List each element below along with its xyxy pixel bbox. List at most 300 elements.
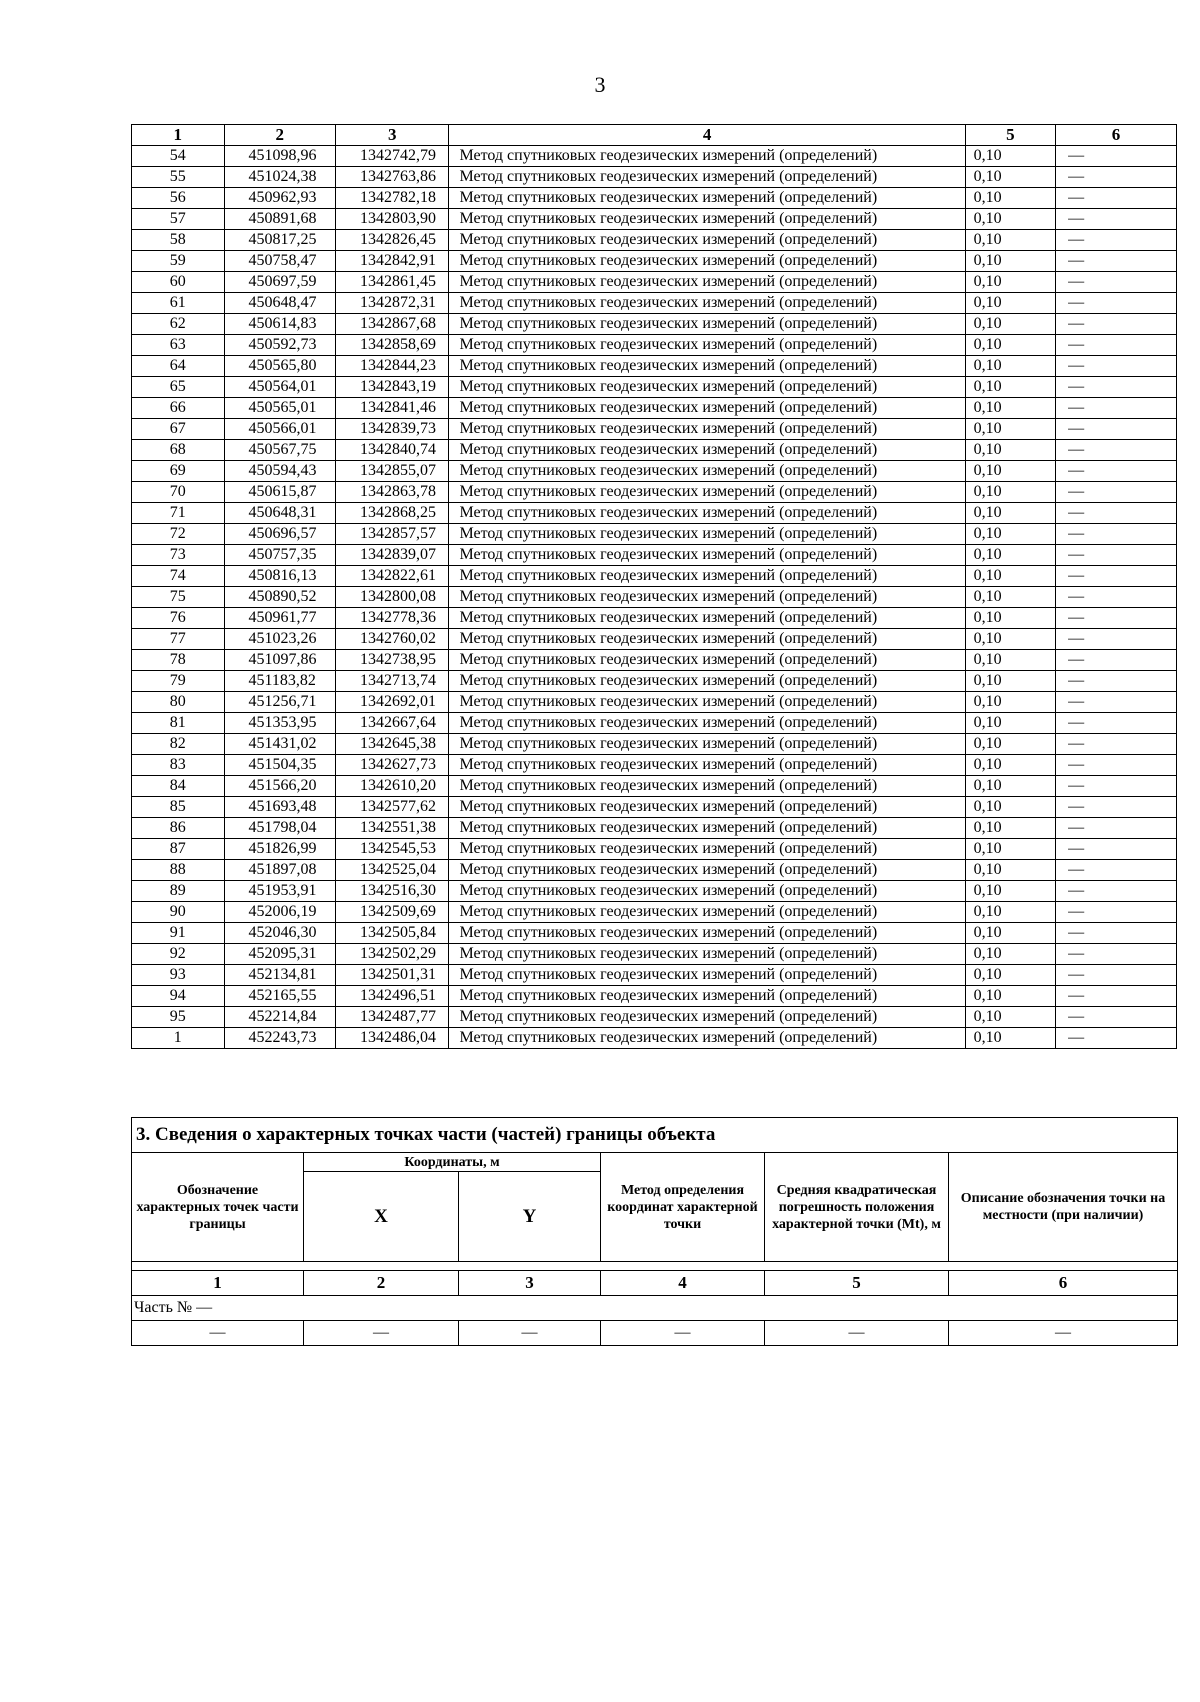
point-number: 60 (132, 272, 225, 293)
x-coordinate: 451256,71 (224, 692, 335, 713)
method-cell: Метод спутниковых геодезических измерений (определений) (449, 965, 965, 986)
x-coordinate: 451826,99 (224, 839, 335, 860)
empty-cell: — (949, 1321, 1178, 1346)
point-number: 77 (132, 629, 225, 650)
description-cell: — (1056, 986, 1177, 1007)
coordinates-header: Координаты, м (304, 1153, 601, 1172)
error-value: 0,10 (965, 188, 1055, 209)
description-cell: — (1056, 314, 1177, 335)
point-number: 85 (132, 797, 225, 818)
point-number: 92 (132, 944, 225, 965)
method-cell: Метод спутниковых геодезических измерений (определений) (449, 335, 965, 356)
error-value: 0,10 (965, 167, 1055, 188)
column-header: 6 (1056, 125, 1177, 146)
error-value: 0,10 (965, 902, 1055, 923)
description-cell: — (1056, 734, 1177, 755)
point-number: 84 (132, 776, 225, 797)
part-boundary-table (131, 1117, 1178, 1346)
description-cell: — (1056, 881, 1177, 902)
x-coordinate: 451953,91 (224, 881, 335, 902)
table-row (132, 545, 1177, 566)
table-row (132, 839, 1177, 860)
description-cell: — (1056, 188, 1177, 209)
y-coordinate: 1342822,61 (335, 566, 449, 587)
y-coordinate: 1342610,20 (335, 776, 449, 797)
point-number: 67 (132, 419, 225, 440)
table-row (132, 398, 1177, 419)
column-header: 5 (965, 125, 1055, 146)
method-cell: Метод спутниковых геодезических измерений (определений) (449, 818, 965, 839)
description-cell: — (1056, 944, 1177, 965)
x-coordinate: 450891,68 (224, 209, 335, 230)
error-value: 0,10 (965, 923, 1055, 944)
table-row (132, 230, 1177, 251)
point-number: 74 (132, 566, 225, 587)
method-cell: Метод спутниковых геодезических измерений (определений) (449, 503, 965, 524)
y-coordinate: 1342525,04 (335, 860, 449, 881)
empty-cell: — (304, 1321, 459, 1346)
point-number: 86 (132, 818, 225, 839)
table-row (132, 272, 1177, 293)
description-cell: — (1056, 671, 1177, 692)
empty-cell: — (132, 1321, 304, 1346)
x-coordinate: 452046,30 (224, 923, 335, 944)
description-cell: — (1056, 1028, 1177, 1049)
method-cell: Метод спутниковых геодезических измерений (определений) (449, 146, 965, 167)
x-coordinate: 450648,47 (224, 293, 335, 314)
y-coordinate: 1342545,53 (335, 839, 449, 860)
y-coordinate: 1342487,77 (335, 1007, 449, 1028)
point-number: 80 (132, 692, 225, 713)
description-cell: — (1056, 776, 1177, 797)
table-row (132, 188, 1177, 209)
table-row (132, 629, 1177, 650)
method-cell: Метод спутниковых геодезических измерений (определений) (449, 650, 965, 671)
error-value: 0,10 (965, 587, 1055, 608)
error-value: 0,10 (965, 986, 1055, 1007)
method-cell: Метод спутниковых геодезических измерений (определений) (449, 293, 965, 314)
y-coordinate: 1342778,36 (335, 608, 449, 629)
error-value: 0,10 (965, 734, 1055, 755)
table-row (132, 734, 1177, 755)
description-cell: — (1056, 965, 1177, 986)
point-number: 54 (132, 146, 225, 167)
point-number: 93 (132, 965, 225, 986)
y-coordinate: 1342763,86 (335, 167, 449, 188)
x-coordinate: 450614,83 (224, 314, 335, 335)
x-coordinate: 452006,19 (224, 902, 335, 923)
point-number: 65 (132, 377, 225, 398)
error-value: 0,10 (965, 503, 1055, 524)
point-designation-header: Обозначение характерных точек части границы (132, 1153, 304, 1262)
page-number: 3 (594, 72, 606, 97)
y-coordinate: 1342840,74 (335, 440, 449, 461)
method-cell: Метод спутниковых геодезических измерений (определений) (449, 755, 965, 776)
part-label: Часть № — (132, 1296, 1178, 1321)
y-coordinate: 1342844,23 (335, 356, 449, 377)
table-row (132, 587, 1177, 608)
error-value: 0,10 (965, 314, 1055, 335)
error-value: 0,10 (965, 818, 1055, 839)
point-number: 83 (132, 755, 225, 776)
x-coordinate: 450565,80 (224, 356, 335, 377)
method-cell: Метод спутниковых геодезических измерений (определений) (449, 1007, 965, 1028)
error-value: 0,10 (965, 566, 1055, 587)
coordinates-table-header (132, 125, 1177, 146)
description-cell: — (1056, 251, 1177, 272)
error-header: Средняя квадратическая погрешность положения характерной точки (Mt), м (765, 1153, 949, 1262)
method-cell: Метод спутниковых геодезических измерений (определений) (449, 272, 965, 293)
x-coordinate: 452214,84 (224, 1007, 335, 1028)
table-row (132, 566, 1177, 587)
error-value: 0,10 (965, 944, 1055, 965)
point-number: 68 (132, 440, 225, 461)
description-cell: — (1056, 146, 1177, 167)
table-row (132, 776, 1177, 797)
method-cell: Метод спутниковых геодезических измерений (определений) (449, 944, 965, 965)
point-number: 70 (132, 482, 225, 503)
point-number: 58 (132, 230, 225, 251)
x-coordinate: 450816,13 (224, 566, 335, 587)
error-value: 0,10 (965, 146, 1055, 167)
table-row (132, 902, 1177, 923)
table-row (132, 335, 1177, 356)
error-value: 0,10 (965, 461, 1055, 482)
x-coordinate: 450697,59 (224, 272, 335, 293)
error-value: 0,10 (965, 839, 1055, 860)
x-coordinate: 450566,01 (224, 419, 335, 440)
x-coordinate: 450648,31 (224, 503, 335, 524)
description-cell: — (1056, 1007, 1177, 1028)
table-row (132, 986, 1177, 1007)
point-number: 55 (132, 167, 225, 188)
error-value: 0,10 (965, 881, 1055, 902)
y-coordinate: 1342667,64 (335, 713, 449, 734)
y-coordinate: 1342842,91 (335, 251, 449, 272)
y-coordinate: 1342742,79 (335, 146, 449, 167)
description-cell: — (1056, 566, 1177, 587)
table-row (132, 755, 1177, 776)
x-coordinate: 451566,20 (224, 776, 335, 797)
y-coordinate: 1342551,38 (335, 818, 449, 839)
table-row (132, 524, 1177, 545)
method-cell: Метод спутниковых геодезических измерений (определений) (449, 986, 965, 1007)
y-coordinate: 1342486,04 (335, 1028, 449, 1049)
description-header: Описание обозначения точки на местности (при наличии) (949, 1153, 1178, 1262)
x-coordinate: 452165,55 (224, 986, 335, 1007)
x-coordinate: 451897,08 (224, 860, 335, 881)
description-cell: — (1056, 503, 1177, 524)
y-coordinate: 1342843,19 (335, 377, 449, 398)
description-cell: — (1056, 272, 1177, 293)
y-coordinate: 1342509,69 (335, 902, 449, 923)
x-coordinate: 450696,57 (224, 524, 335, 545)
y-coordinate: 1342800,08 (335, 587, 449, 608)
description-cell: — (1056, 587, 1177, 608)
table-row (132, 440, 1177, 461)
error-value: 0,10 (965, 524, 1055, 545)
description-cell: — (1056, 902, 1177, 923)
method-cell: Метод спутниковых геодезических измерений (определений) (449, 440, 965, 461)
error-value: 0,10 (965, 251, 1055, 272)
error-value: 0,10 (965, 440, 1055, 461)
x-header: X (304, 1172, 459, 1262)
y-coordinate: 1342692,01 (335, 692, 449, 713)
method-cell: Метод спутниковых геодезических измерений (определений) (449, 482, 965, 503)
x-coordinate: 451023,26 (224, 629, 335, 650)
description-cell: — (1056, 377, 1177, 398)
method-cell: Метод спутниковых геодезических измерений (определений) (449, 713, 965, 734)
description-cell: — (1056, 524, 1177, 545)
x-coordinate: 450564,01 (224, 377, 335, 398)
method-cell: Метод спутниковых геодезических измерений (определений) (449, 545, 965, 566)
method-cell: Метод спутниковых геодезических измерений (определений) (449, 776, 965, 797)
x-coordinate: 450592,73 (224, 335, 335, 356)
y-coordinate: 1342861,45 (335, 272, 449, 293)
point-number: 91 (132, 923, 225, 944)
point-number: 61 (132, 293, 225, 314)
table-row (132, 251, 1177, 272)
y-coordinate: 1342803,90 (335, 209, 449, 230)
description-cell: — (1056, 356, 1177, 377)
point-number: 76 (132, 608, 225, 629)
error-value: 0,10 (965, 692, 1055, 713)
description-cell: — (1056, 839, 1177, 860)
x-coordinate: 450758,47 (224, 251, 335, 272)
coordinates-table (131, 124, 1177, 1049)
y-coordinate: 1342502,29 (335, 944, 449, 965)
table-row (132, 419, 1177, 440)
x-coordinate: 450890,52 (224, 587, 335, 608)
point-number: 95 (132, 1007, 225, 1028)
table-row (132, 1028, 1177, 1049)
error-value: 0,10 (965, 335, 1055, 356)
x-coordinate: 451024,38 (224, 167, 335, 188)
column-header: 2 (224, 125, 335, 146)
y-coordinate: 1342872,31 (335, 293, 449, 314)
point-number: 72 (132, 524, 225, 545)
error-value: 0,10 (965, 629, 1055, 650)
error-value: 0,10 (965, 797, 1055, 818)
error-value: 0,10 (965, 482, 1055, 503)
error-value: 0,10 (965, 776, 1055, 797)
error-value: 0,10 (965, 545, 1055, 566)
description-cell: — (1056, 461, 1177, 482)
error-value: 0,10 (965, 860, 1055, 881)
x-coordinate: 452243,73 (224, 1028, 335, 1049)
method-cell: Метод спутниковых геодезических измерений (определений) (449, 902, 965, 923)
table-row (132, 167, 1177, 188)
method-cell: Метод спутниковых геодезических измерений (определений) (449, 692, 965, 713)
method-cell: Метод спутниковых геодезических измерений (определений) (449, 461, 965, 482)
description-cell: — (1056, 692, 1177, 713)
point-number: 73 (132, 545, 225, 566)
point-number: 89 (132, 881, 225, 902)
description-cell: — (1056, 797, 1177, 818)
table-row (132, 713, 1177, 734)
method-cell: Метод спутниковых геодезических измерений (определений) (449, 398, 965, 419)
method-cell: Метод спутниковых геодезических измерений (определений) (449, 356, 965, 377)
error-value: 0,10 (965, 356, 1055, 377)
column-header: 3 (335, 125, 449, 146)
point-number: 69 (132, 461, 225, 482)
description-cell: — (1056, 650, 1177, 671)
point-number: 81 (132, 713, 225, 734)
table-row (132, 293, 1177, 314)
x-coordinate: 451693,48 (224, 797, 335, 818)
column-number: 1 (132, 1271, 304, 1296)
y-coordinate: 1342645,38 (335, 734, 449, 755)
table-row (132, 461, 1177, 482)
y-coordinate: 1342839,07 (335, 545, 449, 566)
x-coordinate: 450961,77 (224, 608, 335, 629)
y-coordinate: 1342713,74 (335, 671, 449, 692)
point-number: 75 (132, 587, 225, 608)
error-value: 0,10 (965, 671, 1055, 692)
description-cell: — (1056, 167, 1177, 188)
method-cell: Метод спутниковых геодезических измерений (определений) (449, 230, 965, 251)
x-coordinate: 452134,81 (224, 965, 335, 986)
description-cell: — (1056, 335, 1177, 356)
point-number: 88 (132, 860, 225, 881)
column-number: 3 (459, 1271, 601, 1296)
method-cell: Метод спутниковых геодезических измерений (определений) (449, 314, 965, 335)
point-number: 57 (132, 209, 225, 230)
description-cell: — (1056, 230, 1177, 251)
description-cell: — (1056, 755, 1177, 776)
method-cell: Метод спутниковых геодезических измерений (определений) (449, 587, 965, 608)
y-coordinate: 1342738,95 (335, 650, 449, 671)
y-coordinate: 1342868,25 (335, 503, 449, 524)
column-number: 6 (949, 1271, 1178, 1296)
table-row (132, 314, 1177, 335)
error-value: 0,10 (965, 272, 1055, 293)
description-cell: — (1056, 209, 1177, 230)
x-coordinate: 450567,75 (224, 440, 335, 461)
method-cell: Метод спутниковых геодезических измерений (определений) (449, 377, 965, 398)
table-row (132, 503, 1177, 524)
x-coordinate: 451798,04 (224, 818, 335, 839)
method-cell: Метод спутниковых геодезических измерений (определений) (449, 524, 965, 545)
point-number: 94 (132, 986, 225, 1007)
description-cell: — (1056, 629, 1177, 650)
x-coordinate: 451504,35 (224, 755, 335, 776)
description-cell: — (1056, 398, 1177, 419)
x-coordinate: 450565,01 (224, 398, 335, 419)
description-cell: — (1056, 818, 1177, 839)
point-number: 56 (132, 188, 225, 209)
table-row (132, 923, 1177, 944)
y-coordinate: 1342760,02 (335, 629, 449, 650)
error-value: 0,10 (965, 209, 1055, 230)
table-row (132, 356, 1177, 377)
method-cell: Метод спутниковых геодезических измерений (определений) (449, 839, 965, 860)
x-coordinate: 451097,86 (224, 650, 335, 671)
method-cell: Метод спутниковых геодезических измерений (определений) (449, 860, 965, 881)
point-number: 62 (132, 314, 225, 335)
x-coordinate: 451098,96 (224, 146, 335, 167)
y-coordinate: 1342577,62 (335, 797, 449, 818)
method-cell: Метод спутниковых геодезических измерений (определений) (449, 797, 965, 818)
error-value: 0,10 (965, 419, 1055, 440)
method-cell: Метод спутниковых геодезических измерений (определений) (449, 251, 965, 272)
x-coordinate: 451183,82 (224, 671, 335, 692)
y-coordinate: 1342863,78 (335, 482, 449, 503)
table-row (132, 944, 1177, 965)
method-cell: Метод спутниковых геодезических измерений (определений) (449, 671, 965, 692)
table-row (132, 146, 1177, 167)
table-row (132, 818, 1177, 839)
table-row (132, 482, 1177, 503)
column-number: 5 (765, 1271, 949, 1296)
section-title: 3. Сведения о характерных точках части (частей) границы объекта (132, 1118, 1178, 1153)
method-cell: Метод спутниковых геодезических измерений (определений) (449, 881, 965, 902)
y-coordinate: 1342505,84 (335, 923, 449, 944)
description-cell: — (1056, 860, 1177, 881)
point-number: 78 (132, 650, 225, 671)
error-value: 0,10 (965, 377, 1055, 398)
error-value: 0,10 (965, 1007, 1055, 1028)
x-coordinate: 450757,35 (224, 545, 335, 566)
table-row (132, 965, 1177, 986)
table-row (132, 881, 1177, 902)
description-cell: — (1056, 608, 1177, 629)
y-coordinate: 1342782,18 (335, 188, 449, 209)
x-coordinate: 450594,43 (224, 461, 335, 482)
description-cell: — (1056, 293, 1177, 314)
method-cell: Метод спутниковых геодезических измерений (определений) (449, 188, 965, 209)
method-cell: Метод спутниковых геодезических измерений (определений) (449, 419, 965, 440)
table-row (132, 692, 1177, 713)
column-header: 1 (132, 125, 225, 146)
table-row (132, 650, 1177, 671)
point-number: 79 (132, 671, 225, 692)
description-cell: — (1056, 482, 1177, 503)
method-cell: Метод спутниковых геодезических измерений (определений) (449, 1028, 965, 1049)
y-coordinate: 1342858,69 (335, 335, 449, 356)
point-number: 1 (132, 1028, 225, 1049)
y-coordinate: 1342496,51 (335, 986, 449, 1007)
y-header: Y (459, 1172, 601, 1262)
x-coordinate: 450615,87 (224, 482, 335, 503)
point-number: 64 (132, 356, 225, 377)
error-value: 0,10 (965, 608, 1055, 629)
error-value: 0,10 (965, 398, 1055, 419)
column-header: 4 (449, 125, 965, 146)
error-value: 0,10 (965, 650, 1055, 671)
y-coordinate: 1342839,73 (335, 419, 449, 440)
table-row (132, 797, 1177, 818)
method-header: Метод определения координат характерной точки (601, 1153, 765, 1262)
method-cell: Метод спутниковых геодезических измерений (определений) (449, 629, 965, 650)
point-number: 63 (132, 335, 225, 356)
y-coordinate: 1342627,73 (335, 755, 449, 776)
point-number: 66 (132, 398, 225, 419)
table-row (132, 209, 1177, 230)
table-row (132, 671, 1177, 692)
method-cell: Метод спутниковых геодезических измерений (определений) (449, 608, 965, 629)
point-number: 87 (132, 839, 225, 860)
table-row (132, 1007, 1177, 1028)
table-row (132, 860, 1177, 881)
point-number: 82 (132, 734, 225, 755)
empty-cell: — (459, 1321, 601, 1346)
point-number: 71 (132, 503, 225, 524)
error-value: 0,10 (965, 713, 1055, 734)
empty-cell: — (601, 1321, 765, 1346)
y-coordinate: 1342855,07 (335, 461, 449, 482)
y-coordinate: 1342841,46 (335, 398, 449, 419)
